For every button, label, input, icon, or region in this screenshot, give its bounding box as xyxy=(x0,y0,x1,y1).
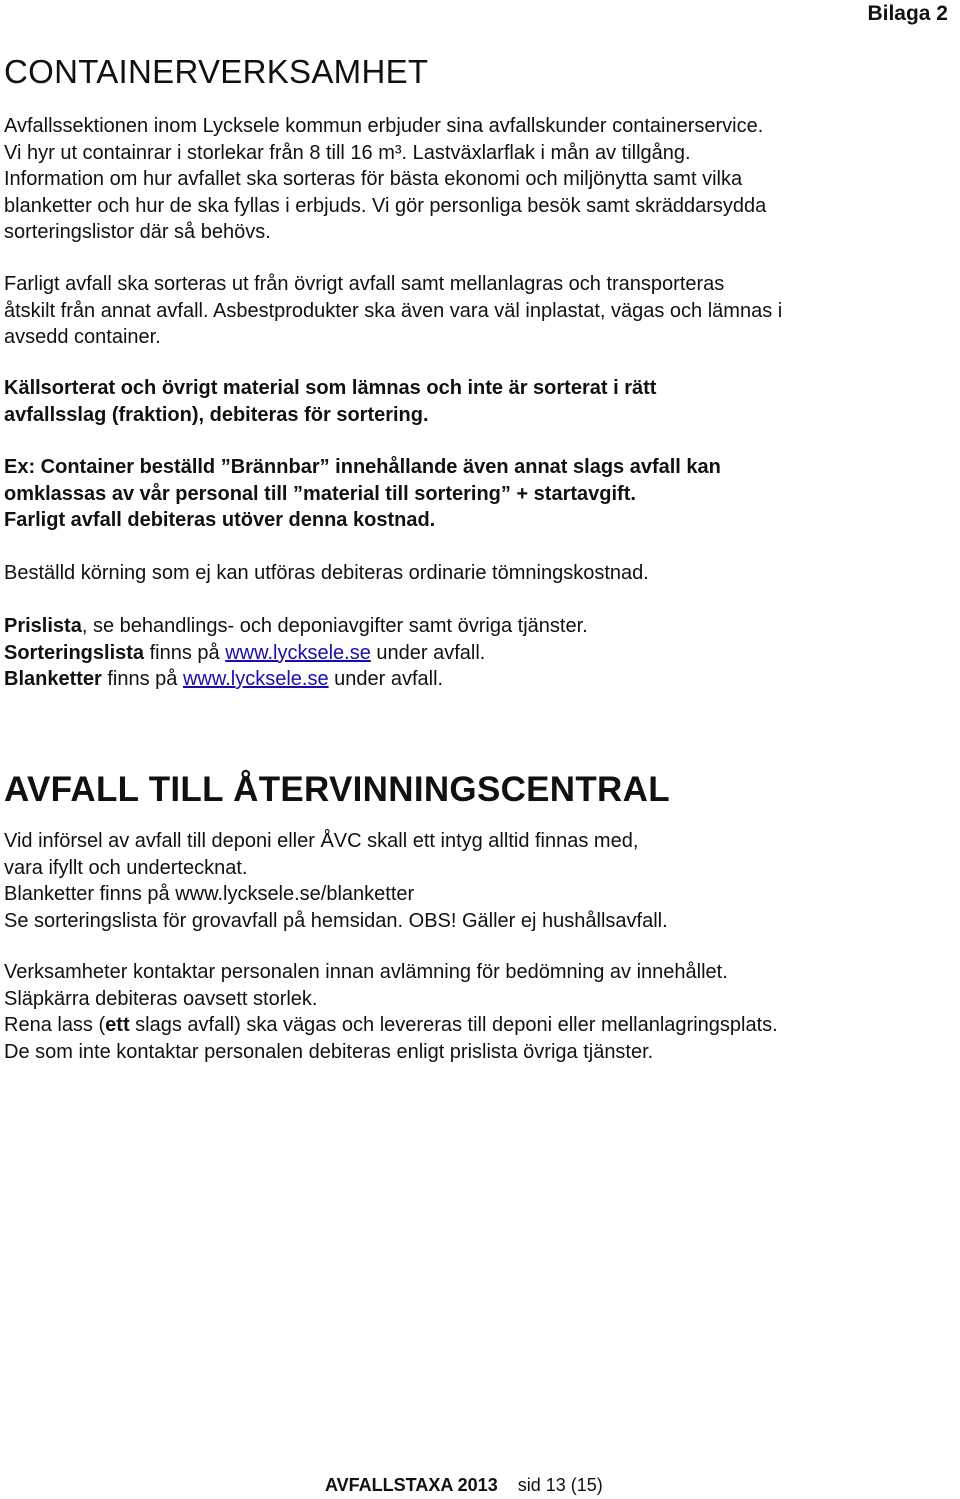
hazardous-waste-paragraph xyxy=(4,271,954,351)
blanketter-label: Blanketter xyxy=(4,668,102,690)
blanketter-line: Blanketter finns på www.lycksele.se under avfall. xyxy=(4,668,444,690)
lycksele-link[interactable]: www.lycksele.se xyxy=(225,641,371,664)
section-title-container: CONTAINERVERKSAMHET xyxy=(4,53,429,90)
example-paragraph xyxy=(4,454,954,534)
hazardous-line: åtskilt från annat avfall. Asbestprodukter ska även vara väl inplastat, vägas och lämnas i xyxy=(4,299,783,322)
intro-line: Information om hur avfallet ska sorteras för bästa ekonomi och miljönytta samt vilka xyxy=(4,168,743,190)
sorteringslista-line: Sorteringslista finns på www.lycksele.se under avfall. xyxy=(4,641,486,664)
business-line: De som inte kontaktar personalen debiteras enligt prislista övriga tjänster. xyxy=(4,1040,654,1063)
prislista-line: Prislista, se behandlings- och deponiavgifter samt övriga tjänster. xyxy=(4,615,588,637)
links-paragraph xyxy=(4,613,954,693)
sorteringslista-label: Sorteringslista xyxy=(4,641,145,664)
page-number: sid 13 (15) xyxy=(517,1475,603,1495)
intro-line: blanketter och hur de ska fyllas i erbjuds. Vi gör personliga besök samt skräddarsydda xyxy=(4,194,767,217)
footer-title: AVFALLSTAXA 2013 xyxy=(325,1475,498,1495)
annex-label: Bilaga 2 xyxy=(867,2,948,25)
intro-line: sorteringslistor där så behövs. xyxy=(4,221,271,243)
example-line: Ex: Container beställd ”Brännbar” innehållande även annat slags avfall kan xyxy=(4,456,721,478)
business-paragraph xyxy=(4,959,954,1065)
section-title-recycling-centre: AVFALL TILL ÅTERVINNINGSCENTRAL xyxy=(4,770,670,809)
prislista-label: Prislista xyxy=(4,615,82,637)
delivery-line: vara ifyllt och undertecknat. xyxy=(4,856,248,879)
example-line: omklassas av vår personal till ”material till sortering” + startavgift. xyxy=(4,482,636,505)
delivery-line: Blanketter finns på www.lycksele.se/blanketter xyxy=(4,883,415,905)
hazardous-line: Farligt avfall ska sorteras ut från övrigt avfall samt mellanlagras och transporteras xyxy=(4,273,725,295)
delivery-paragraph xyxy=(4,828,954,934)
delivery-line: Se sorteringslista för grovavfall på hemsidan. OBS! Gäller ej hushållsavfall. xyxy=(4,909,668,932)
sorting-charge-line: avfallsslag (fraktion), debiteras för sortering. xyxy=(4,403,429,426)
emphasis-ett: ett xyxy=(105,1014,130,1036)
ordered-run-line: Beställd körning som ej kan utföras debiteras ordinarie tömningskostnad. xyxy=(4,562,649,584)
business-line: Släpkärra debiteras oavsett storlek. xyxy=(4,987,318,1010)
business-line: Verksamheter kontaktar personalen innan avlämning för bedömning av innehållet. xyxy=(4,961,728,983)
sorting-charge-paragraph xyxy=(4,375,954,428)
hazardous-line: avsedd container. xyxy=(4,326,161,348)
lycksele-link[interactable]: www.lycksele.se xyxy=(182,668,329,690)
intro-line: Vi hyr ut containrar i storlekar från 8 till 16 m³. Lastväxlarflak i mån av tillgång. xyxy=(4,141,691,164)
example-line: Farligt avfall debiteras utöver denna kostnad. xyxy=(4,509,436,531)
delivery-line: Vid införsel av avfall till deponi eller ÅVC skall ett intyg alltid finnas med, xyxy=(4,830,639,852)
page-footer xyxy=(325,1473,603,1497)
intro-paragraph xyxy=(4,113,954,246)
sorting-charge-line: Källsorterat och övrigt material som lämnas och inte är sorterat i rätt xyxy=(4,377,657,399)
business-line: Rena lass (ett slags avfall) ska vägas och levereras till deponi eller mellanlagringsplats. xyxy=(4,1014,778,1036)
ordered-run-paragraph xyxy=(4,560,954,587)
intro-line: Avfallssektionen inom Lycksele kommun erbjuder sina avfallskunder containerservice. xyxy=(4,115,764,137)
